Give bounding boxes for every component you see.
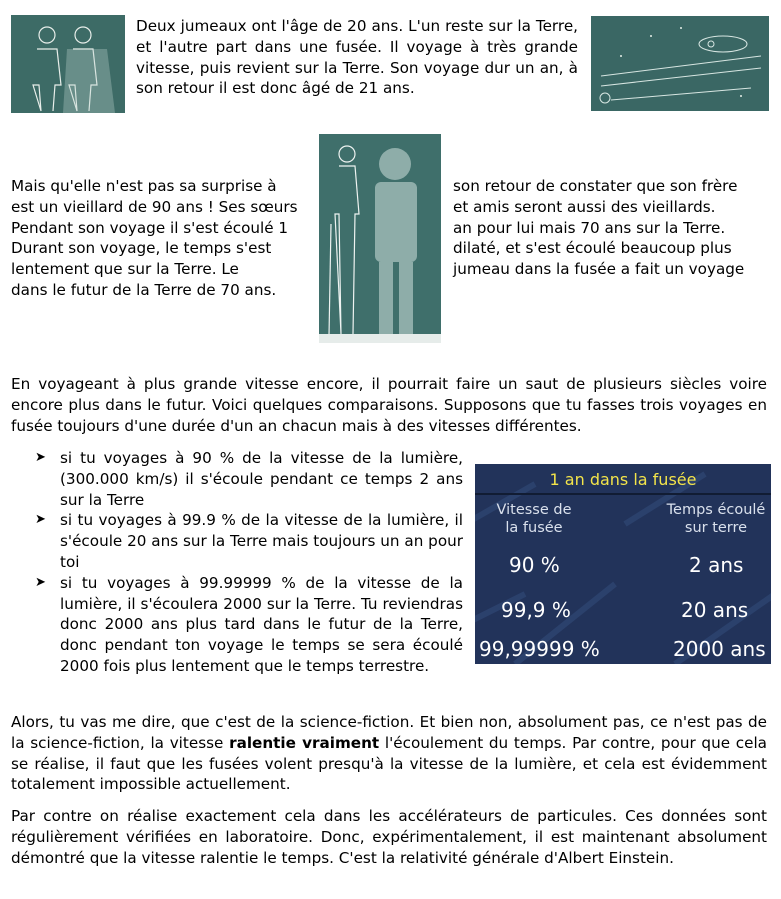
table-title-divider [475, 493, 771, 495]
speed-bullet-list [35, 448, 463, 677]
time-dilation-table [475, 464, 771, 664]
row-time-cell: 2000 ans [673, 637, 766, 661]
bullet-item [35, 573, 463, 677]
arrow-bullet-icon: ➤ [35, 450, 46, 465]
surprise-right-line: et amis seront aussi des vieillards. [453, 197, 716, 216]
scifi-text-part2: l'écoulement du temps. Par contre, pour que cela se réalise, il faut que les fusées volent presqu'à la vitesse de la lumière, et cela est évidemment totalement impossible actuellement. [11, 733, 767, 794]
table-title: 1 an dans la fusée [549, 470, 697, 489]
surprise-right-line: an pour lui mais 70 ans sur la Terre. [453, 218, 726, 237]
col-time-header: Temps écoulé sur terre [666, 502, 766, 536]
surprise-right-line: son retour de constater que son frère [453, 177, 738, 195]
row-speed-cell: 90 % [509, 553, 560, 577]
science-fiction-paragraph [11, 712, 767, 795]
bullet-text: si tu voyages à 99.9 % de la vitesse de la lumière, il s'écoule 20 ans sur la Terre mais toujours un an pour toi [60, 511, 463, 571]
scifi-text-part1: Alors, tu vas me dire, que c'est de la science-fiction. Et bien non, absolument pas, ce n'est pas de la science-fiction, la vitesse [11, 713, 767, 752]
surprise-right-line: jumeau dans la fusée a fait un voyage [453, 260, 745, 279]
surprise-left-line: Mais qu'elle n'est pas sa surprise à [11, 177, 277, 195]
arrow-bullet-icon: ➤ [35, 574, 46, 590]
old-man-astronaut-illustration [319, 134, 441, 343]
surprise-left-line: Pendant son voyage il s'est écoulé 1 [11, 218, 289, 237]
surprise-right-line: dilaté, et s'est écoulé beaucoup plus [453, 239, 732, 258]
surprise-left-line: est un vieillard de 90 ans ! Ses sœurs [11, 197, 298, 216]
row-time-cell: 20 ans [681, 598, 749, 622]
surprise-left-line: dans le futur de la Terre de 70 ans. [11, 280, 277, 299]
row-speed-cell: 99,9 % [501, 598, 571, 622]
surprise-left-line: Durant son voyage, le temps s'est [11, 239, 272, 258]
row-time-cell: 2 ans [689, 553, 744, 577]
twins-illustration [11, 15, 125, 113]
scifi-bold-text: ralentie vraiment [229, 733, 380, 752]
comparison-paragraph: En voyageant à plus grande vitesse encore, il pourrait faire un saut de plusieurs siècles voire encore plus dans le futur. Voici quelques comparaisons. Supposons que tu fasses trois voyages en fusée toujours d'une durée d'un an chacun mais à des vitesses différentes. [11, 375, 767, 435]
arrow-bullet-icon: ➤ [35, 512, 46, 528]
bullet-text: si tu voyages à 90 % de la vitesse de la lumière, (300.000 km/s) il s'écoule pendant ce temps 2 ans sur la Terre [60, 449, 463, 509]
surprise-left-column [11, 176, 307, 301]
bullet-item [35, 510, 463, 572]
surprise-right-column [453, 176, 767, 280]
surprise-left-line: lentement que sur la Terre. Le [11, 260, 239, 279]
col-speed-header: Vitesse de la fusée [496, 502, 572, 536]
intro-paragraph: Deux jumeaux ont l'âge de 20 ans. L'un reste sur la Terre, et l'autre part dans une fusée. Il voyage à très grande vitesse, puis revient sur la Terre. Son voyage dur un an, à son retour il est donc âgé de 21 ans. [136, 17, 578, 98]
bullet-item [35, 448, 463, 510]
spaceship-illustration [591, 16, 769, 111]
final-paragraph: Par contre on réalise exactement cela dans les accélérateurs de particules. Ces données sont régulièrement vérifiées en laboratoire. Donc, expérimentalement, il est maintenant absolument démontré que la vitesse ralentie le temps. C'est la relativité générale d'Albert Einstein. [11, 807, 767, 867]
bullet-text: si tu voyages à 99.99999 % de la vitesse de la lumière, il s'écoulera 2000 sur la Terre. Tu reviendras donc 2000 ans plus tard dans le futur de la Terre, donc pendant ton voyage le temps se sera écoulé 2000 fois plus lentement que le temps terrestre. [60, 573, 463, 675]
row-speed-cell: 99,99999 % [479, 637, 600, 661]
